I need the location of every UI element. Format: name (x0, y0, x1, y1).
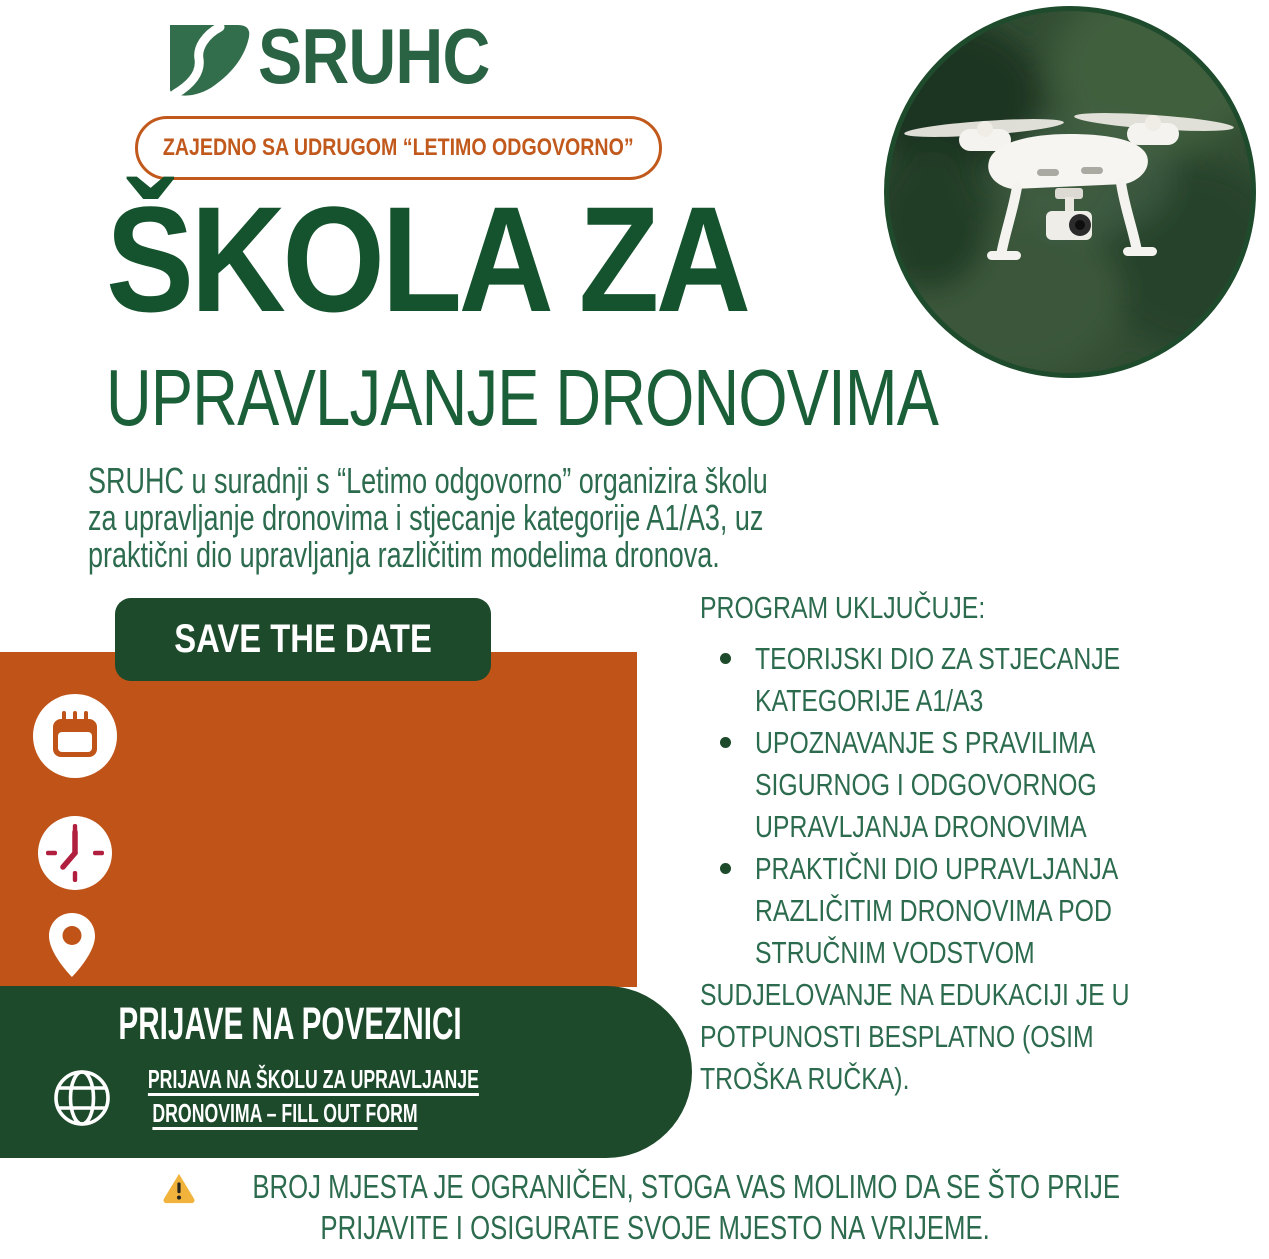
signup-panel (0, 986, 692, 1158)
partner-badge (135, 116, 662, 180)
program-item: PRAKTIČNI DIO UPRAVLJANJA RAZLIČITIM DRONOVIMA POD STRUČNIM VODSTVOM (700, 848, 1240, 974)
save-the-date-banner (115, 598, 491, 681)
drone-photo (884, 6, 1256, 378)
program-list (700, 638, 1240, 974)
page-subtitle: UPRAVLJANJE DRONOVIMA (106, 353, 939, 442)
warning-note: BROJ MJESTA JE OGRANIČEN, STOGA VAS MOLIMO DA SE ŠTO PRIJE PRIJAVITE I OSIGURATE SVOJE MJESTO NA VRIJEME. (130, 1166, 1180, 1248)
page-title: ŠKOLA ZA (106, 175, 748, 343)
logo-wordmark: SRUHC (258, 12, 490, 100)
warning-icon (162, 1173, 196, 1204)
program-heading: PROGRAM UKLJUČUJE: (700, 590, 986, 625)
clock-icon (38, 816, 112, 890)
program-note: SUDJELOVANJE NA EDUKACIJI JE U POTPUNOSTI BESPLATNO (OSIM TROŠKA RUČKA). (700, 977, 1130, 1096)
bullet-icon (720, 653, 731, 664)
sruhc-logo-icon (158, 20, 258, 100)
program-item: UPOZNAVANJE S PRAVILIMA SIGURNOG I ODGOVORNOG UPRAVLJANJA DRONOVIMA (700, 722, 1240, 848)
partner-badge-label: ZAJEDNO SA UDRUGOM “LETIMO ODGOVORNO” (163, 134, 634, 161)
save-the-date-label: SAVE THE DATE (174, 617, 432, 661)
program-item: TEORIJSKI DIO ZA STJECANJE KATEGORIJE A1/A3 (700, 638, 1240, 722)
signup-heading: PRIJAVE NA POVEZNICI (118, 998, 462, 1049)
bullet-icon (720, 737, 731, 748)
intro-paragraph: SRUHC u suradnji s “Letimo odgovorno” organizira školu za upravljanje dronovima i stjecanje kategorije A1/A3, uz praktični dio upravljanja različitim modelima dronova. (88, 460, 768, 575)
calendar-icon (33, 694, 117, 778)
location-pin-icon (48, 912, 96, 978)
bullet-icon (720, 863, 731, 874)
program-section (700, 588, 1240, 1100)
signup-form-link[interactable]: PRIJAVA NA ŠKOLU ZA UPRAVLJANJE DRONOVIMA – FILL OUT FORM (147, 1064, 479, 1128)
